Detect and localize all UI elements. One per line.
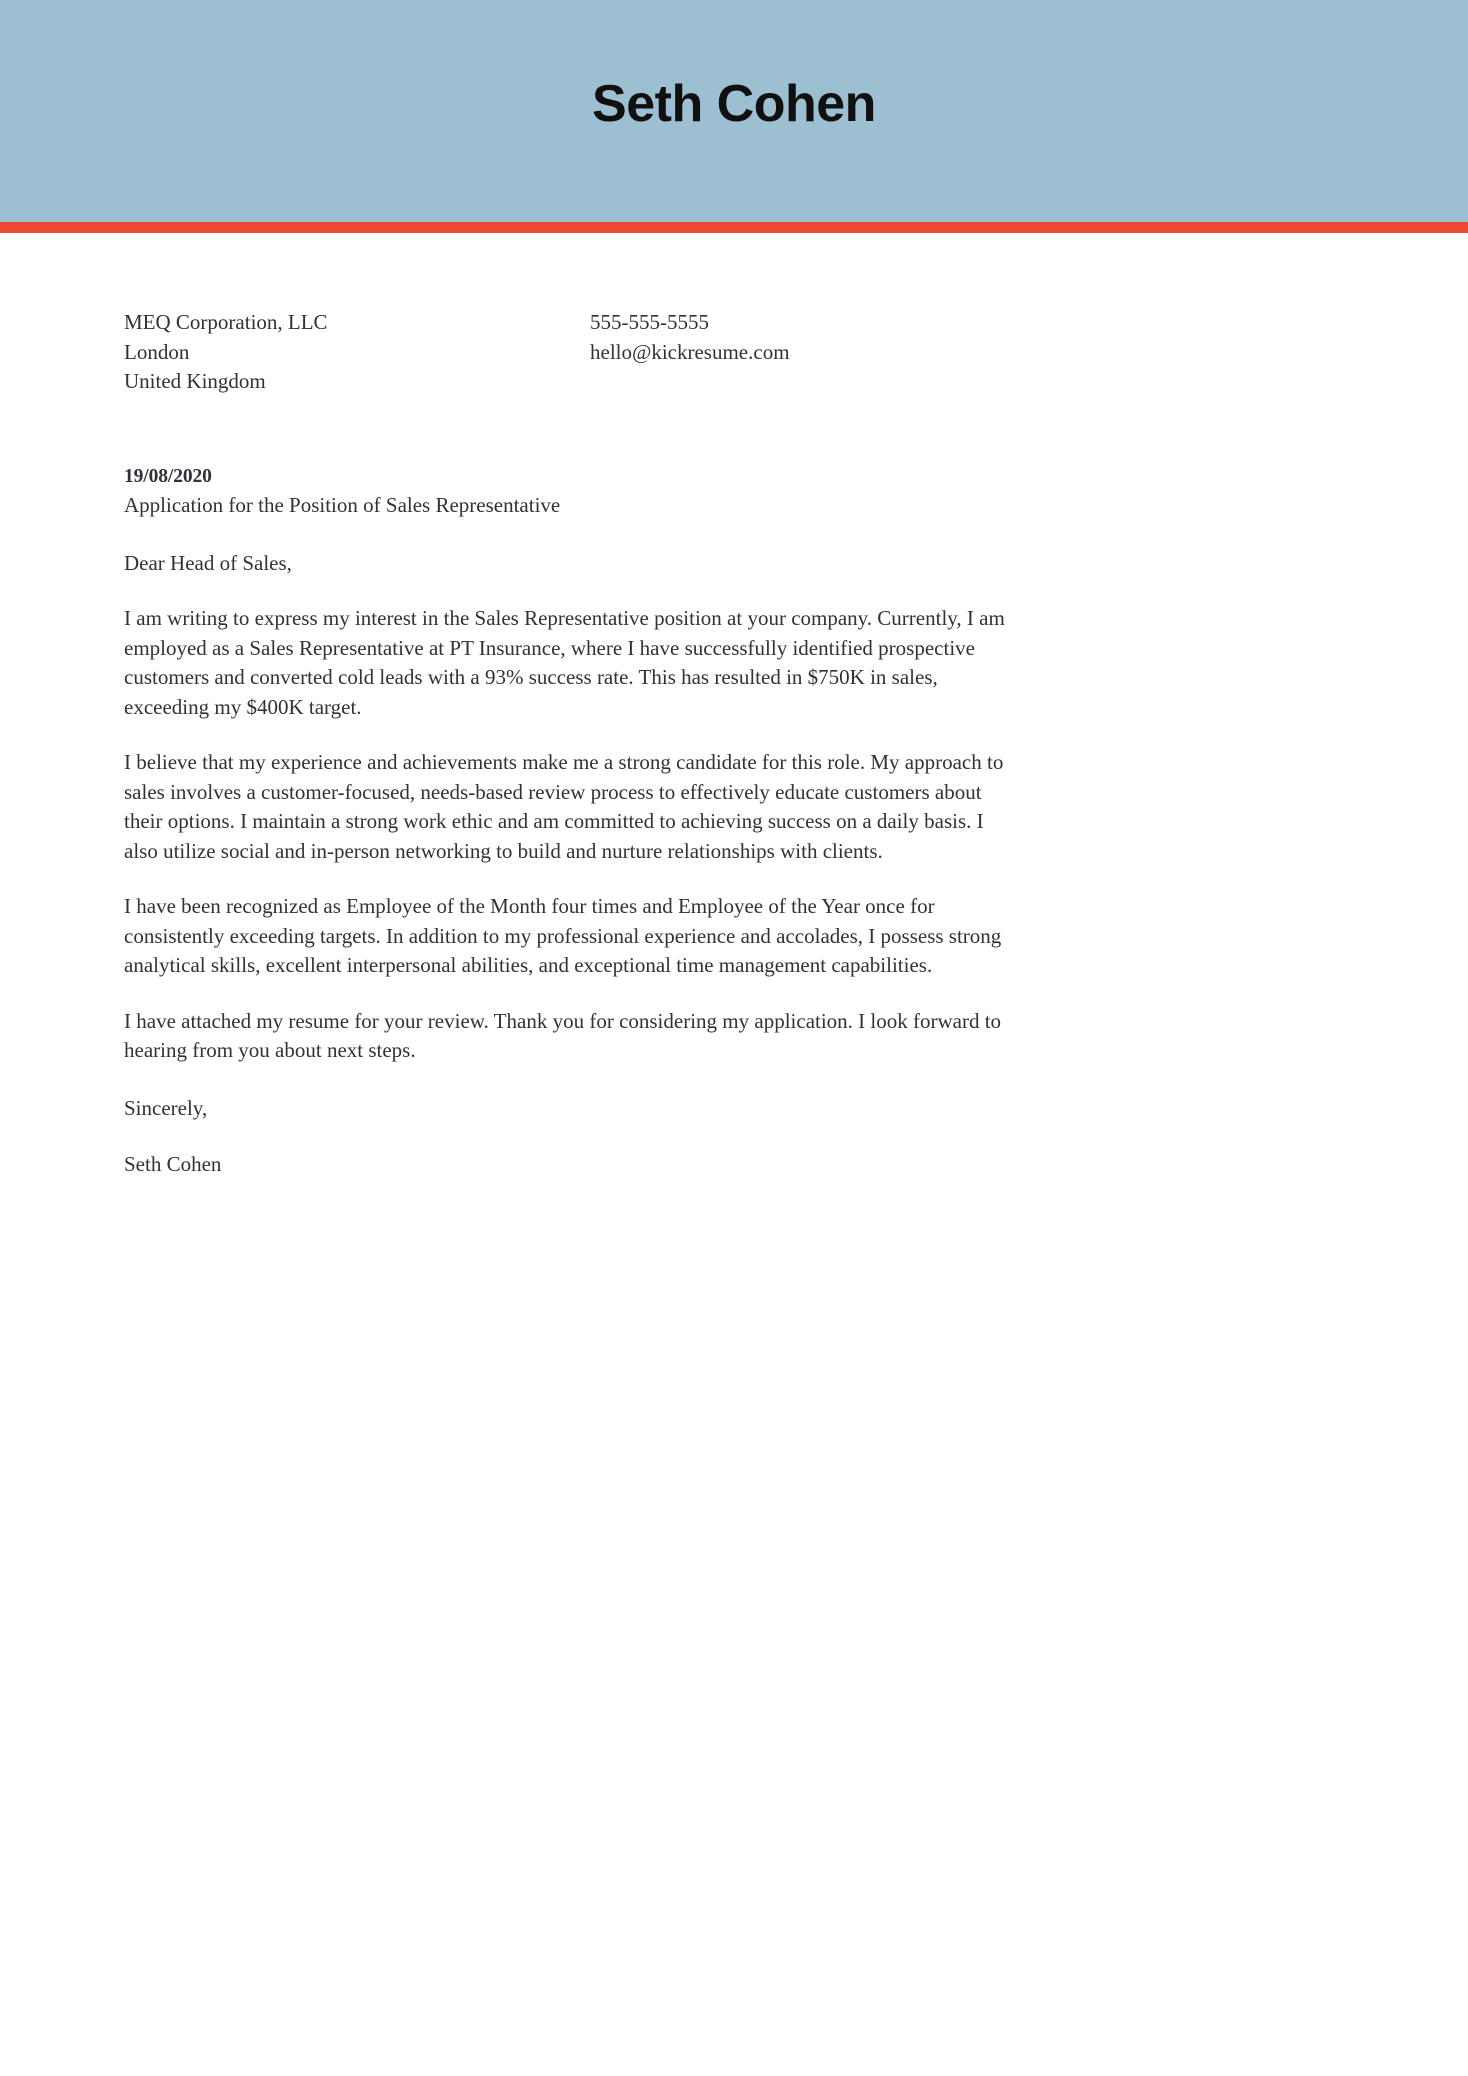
letter-body — [0, 233, 1468, 1180]
contact-block — [124, 308, 1022, 397]
letter-meta-block — [124, 462, 1022, 521]
contact-column-address — [124, 308, 590, 397]
letter-paragraph-1: I am writing to express my interest in the Sales Representative position at your company. Currently, I am employed as a Sales Representative at PT Insurance, where I have successfully identified prospective customers and converted cold leads with a 93% success rate. This has resulted in $750K in sales, exceeding my $400K target. — [124, 606, 1005, 719]
header-band — [0, 0, 1468, 222]
accent-stripe-divider — [0, 222, 1468, 233]
letter-date: 19/08/2020 — [124, 465, 212, 487]
contact-column-details — [590, 308, 1022, 397]
contact-city: London — [124, 339, 190, 364]
letter-signature-name: Seth Cohen — [124, 1152, 222, 1176]
letter-paragraph-2: I believe that my experience and achievements make me a strong candidate for this role. My approach to sales involves a customer-focused, needs-based review process to effectively educate customers about their options. I maintain a strong work ethic and am committed to achieving success on a daily basis. I also utilize social and in-person networking to build and nurture relationships with clients. — [124, 750, 1004, 863]
contact-country: United Kingdom — [124, 369, 266, 393]
contact-phone: 555-555-5555 — [590, 310, 709, 334]
contact-company: MEQ Corporation, LLC — [124, 310, 328, 334]
letter-subject-line: Application for the Position of Sales Representative — [124, 493, 561, 517]
letter-paragraph-4: I have attached my resume for your review. Thank you for considering my application. I look forward to hearing from you about next steps. — [124, 1008, 1002, 1062]
letter-paragraph-3: I have been recognized as Employee of the Month four times and Employee of the Year once for consistently exceeding targets. In addition to my professional experience and accolades, I possess strong analytical skills, excellent interpersonal abilities, and exceptional time management capabilities. — [124, 894, 1002, 977]
contact-email: hello@kickresume.com — [590, 339, 790, 364]
page-title: Seth Cohen — [592, 75, 876, 133]
letter-salutation: Dear Head of Sales, — [124, 550, 292, 575]
letter-closing: Sincerely, — [124, 1095, 208, 1120]
letter-content-column — [124, 308, 1022, 1180]
